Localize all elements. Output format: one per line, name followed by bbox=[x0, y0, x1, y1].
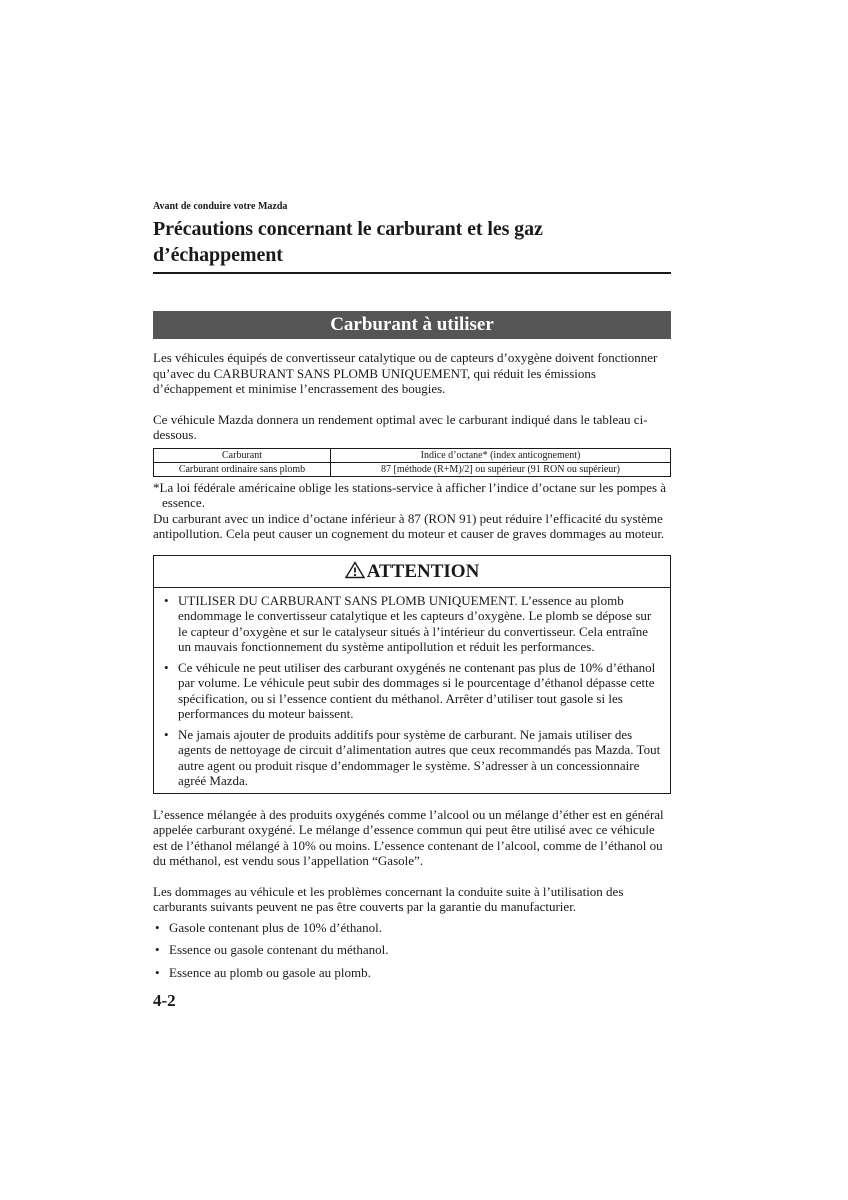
list-item bbox=[162, 593, 662, 655]
list-item bbox=[153, 965, 671, 981]
list-item-text: Gasole contenant plus de 10% d’éthanol. bbox=[169, 919, 382, 935]
intro-paragraph: Les véhicules équipés de convertisseur catalytique ou de capteurs d’oxygène doivent fonctionner qu’avec du CARBURANT SANS PLOMB UNIQUEMENT, qui réduit les émissions d’échappement et minimise l’encrassement des bougies. bbox=[153, 350, 658, 396]
warning-box bbox=[153, 555, 671, 794]
table-header-row bbox=[154, 448, 671, 462]
optimal-paragraph: Ce véhicule Mazda donnera un rendement optimal avec le carburant indiqué dans le tableau ci-dessous. bbox=[153, 411, 648, 442]
octane-footnote: *La loi fédérale américaine oblige les stations-service à afficher l’indice d’octane sur les pompes à essence. bbox=[153, 479, 667, 510]
bullet-icon: • bbox=[155, 919, 160, 935]
fuel-list bbox=[153, 920, 671, 981]
warning-title: ATTENTION bbox=[366, 560, 480, 582]
list-item bbox=[153, 920, 671, 936]
table-row bbox=[154, 462, 671, 476]
table-cell: 87 [méthode (R+M)/2] ou supérieur (91 RON ou supérieur) bbox=[331, 462, 671, 476]
bullet-icon: • bbox=[164, 659, 169, 675]
bullet-icon: • bbox=[155, 964, 160, 980]
octane-paragraph: Du carburant avec un indice d’octane inférieur à 87 (RON 91) peut réduire l’efficacité du système antipollution. Cela peut causer un cognement du moteur et causer de graves dommages au moteur. bbox=[153, 510, 665, 541]
warning-triangle-icon bbox=[345, 558, 365, 589]
bullet-icon: • bbox=[164, 726, 169, 742]
warning-list bbox=[154, 588, 670, 793]
bullet-icon: • bbox=[155, 942, 160, 957]
manual-page bbox=[153, 200, 671, 1011]
gasohol-paragraph: L’essence mélangée à des produits oxygénés comme l’alcool ou un mélange d’éther est en général appelée carburant oxygéné. Le mélange d’essence commun qui peut être utilisé avec ce véhicule est de l’éthanol mélangé à 10% ou moins. L’essence contenant de l’alcool, comme de l’éthanol ou du méthanol, est vendu sous l’appellation “Gasole”. bbox=[153, 806, 664, 868]
table-cell: Carburant ordinaire sans plomb bbox=[154, 462, 331, 476]
list-item-text: UTILISER DU CARBURANT SANS PLOMB UNIQUEMENT. L’essence au plomb endommage le convertisseur catalytique et les capteurs d’oxygène. Le plomb se dépose sur le capteur d’oxygène et sur le catalyseur situés à l’intérieur du convertisseur. Cela entraîne un mauvais fonctionnement du système antipollution et réduit les performances. bbox=[178, 592, 652, 654]
page-title: Précautions concernant le carburant et les gaz d’échappement bbox=[153, 216, 671, 274]
list-item-text: Ce véhicule ne peut utiliser des carburant oxygénés ne contenant pas plus de 10% d’éthanol par volume. Le véhicule peut subir des dommages si le pourcentage d’éthanol dépasse cette spécification, ou si l’essence contient du méthanol. Arrêter d’utiliser tout gasole si les performances du moteur baissent. bbox=[178, 659, 656, 721]
list-item bbox=[162, 727, 662, 789]
page-number: 4-2 bbox=[153, 991, 176, 1010]
warning-header bbox=[154, 556, 670, 588]
list-item-text: Ne jamais ajouter de produits additifs pour système de carburant. Ne jamais utiliser des agents de nettoyage de circuit d’alimentation autres que ceux recommandés pas Mazda. Tout autre agent ou produit risque d’endommager le système. S’adresser à un concessionnaire agréé Mazda. bbox=[178, 726, 661, 788]
list-item-text: Essence au plomb ou gasole au plomb. bbox=[169, 964, 371, 980]
warranty-paragraph: Les dommages au véhicule et les problèmes concernant la conduite suite à l’utilisation des carburants suivants peuvent ne pas être couverts par la garantie du manufacturier. bbox=[153, 883, 624, 914]
subsection-title: Carburant à utiliser bbox=[153, 311, 671, 339]
table-header: Carburant bbox=[154, 448, 331, 462]
table-header: Indice d’octane* (index anticognement) bbox=[331, 448, 671, 462]
section-label: Avant de conduire votre Mazda bbox=[153, 201, 288, 212]
list-item bbox=[162, 660, 662, 722]
fuel-table bbox=[153, 448, 671, 477]
list-item-text: Essence ou gasole contenant du méthanol. bbox=[169, 942, 389, 957]
bullet-icon: • bbox=[164, 592, 169, 608]
list-item bbox=[153, 942, 671, 958]
